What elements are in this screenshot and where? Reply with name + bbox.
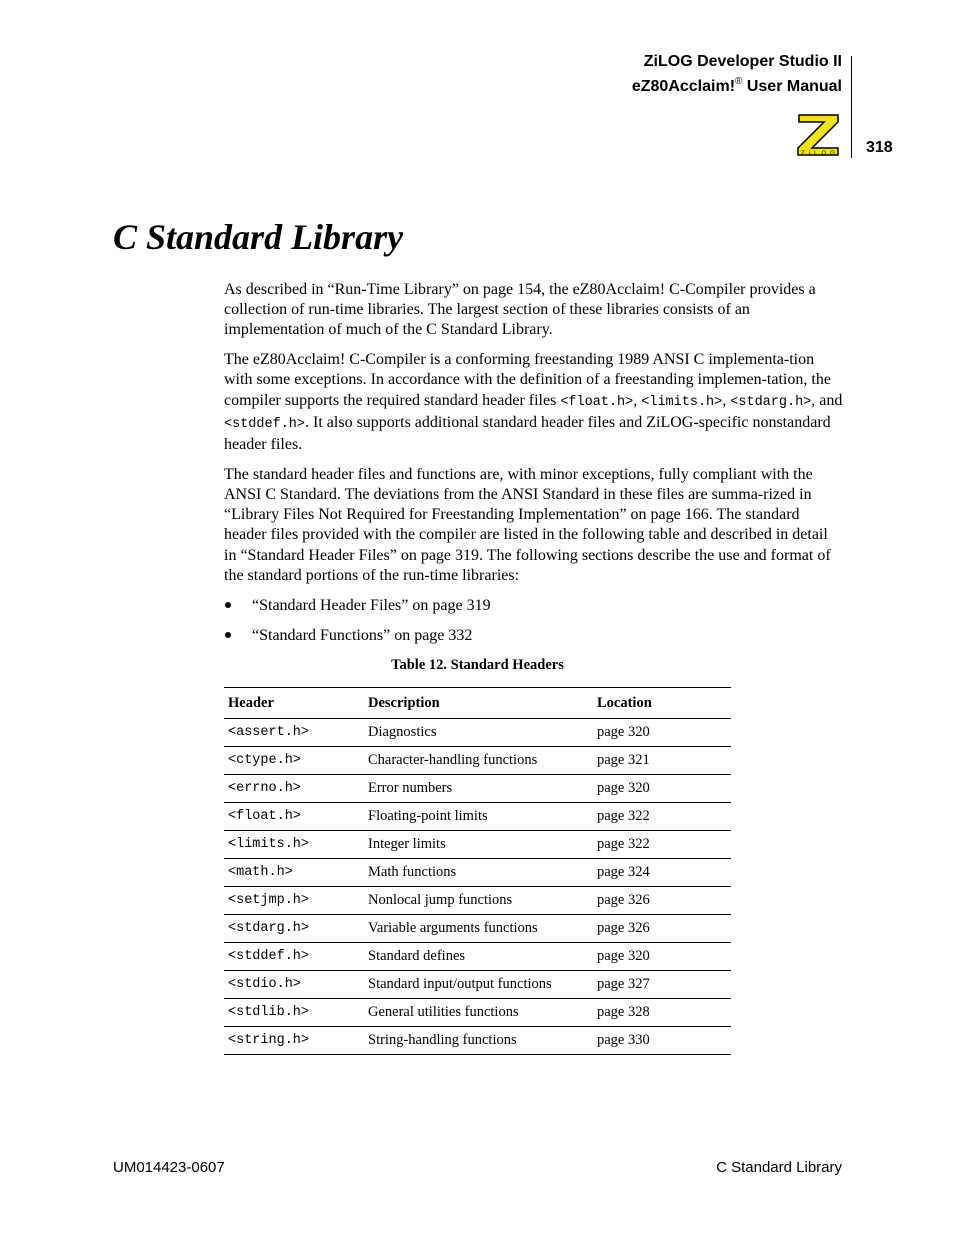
header-manual-suffix: User Manual bbox=[742, 78, 842, 95]
table-row bbox=[224, 1027, 731, 1055]
cell-header: <ctype.h> bbox=[224, 747, 364, 775]
cell-description: Standard defines bbox=[364, 943, 593, 971]
cell-description: Character-handling functions bbox=[364, 747, 593, 775]
cell-header: <limits.h> bbox=[224, 831, 364, 859]
table-row bbox=[224, 943, 731, 971]
column-header-header: Header bbox=[224, 688, 364, 719]
column-header-description: Description bbox=[364, 688, 593, 719]
body-text bbox=[224, 280, 844, 656]
cell-description: General utilities functions bbox=[364, 999, 593, 1027]
cell-header: <stdlib.h> bbox=[224, 999, 364, 1027]
list-item-text: “Standard Header Files” on page 319 bbox=[252, 596, 491, 614]
page-footer bbox=[113, 1159, 842, 1176]
code-stddef-h: <stddef.h> bbox=[224, 416, 306, 432]
cell-description: Floating-point limits bbox=[364, 803, 593, 831]
cell-location: page 322 bbox=[593, 831, 731, 859]
cell-location: page 322 bbox=[593, 803, 731, 831]
cell-description: Standard input/output functions bbox=[364, 971, 593, 999]
header-manual bbox=[632, 72, 842, 97]
cell-location: page 320 bbox=[593, 775, 731, 803]
cell-description: String-handling functions bbox=[364, 1027, 593, 1055]
header-divider bbox=[851, 56, 852, 158]
cell-description: Math functions bbox=[364, 859, 593, 887]
logo-word: ZiLOG bbox=[801, 151, 839, 157]
cell-description: Diagnostics bbox=[364, 719, 593, 747]
running-header bbox=[632, 52, 842, 97]
cell-location: page 327 bbox=[593, 971, 731, 999]
code-limits-h: <limits.h> bbox=[641, 394, 723, 410]
cell-location: page 328 bbox=[593, 999, 731, 1027]
cell-header: <stdarg.h> bbox=[224, 915, 364, 943]
page-title: C Standard Library bbox=[113, 217, 404, 257]
table-row bbox=[224, 859, 731, 887]
bullet-icon bbox=[225, 632, 231, 638]
standard-headers-table bbox=[224, 687, 731, 1055]
table-row bbox=[224, 803, 731, 831]
paragraph-intro: As described in “Run-Time Library” on page 154, the eZ80Acclaim! C-Compiler provides a collection of run-time libraries. The largest section of these libraries consists of an implementation of much of the C Standard Library. bbox=[224, 281, 816, 339]
footer-section: C Standard Library bbox=[716, 1159, 842, 1176]
table-row bbox=[224, 999, 731, 1027]
code-stdarg-h: <stdarg.h> bbox=[730, 394, 812, 410]
cell-location: page 320 bbox=[593, 943, 731, 971]
cell-location: page 326 bbox=[593, 887, 731, 915]
cell-header: <stdio.h> bbox=[224, 971, 364, 999]
page-number: 318 bbox=[866, 139, 893, 156]
code-float-h: <float.h> bbox=[560, 394, 634, 410]
list-item bbox=[224, 596, 844, 626]
cell-description: Variable arguments functions bbox=[364, 915, 593, 943]
cell-description: Error numbers bbox=[364, 775, 593, 803]
table-row bbox=[224, 747, 731, 775]
paragraph-text: , bbox=[633, 391, 642, 409]
table-row bbox=[224, 887, 731, 915]
paragraph-text: , bbox=[722, 391, 731, 409]
cell-location: page 324 bbox=[593, 859, 731, 887]
table-row bbox=[224, 971, 731, 999]
cell-header: <assert.h> bbox=[224, 719, 364, 747]
cell-location: page 330 bbox=[593, 1027, 731, 1055]
registered-mark: ® bbox=[735, 76, 743, 87]
paragraph-text: The eZ80Acclaim! C-Compiler is a conforming freestanding 1989 ANSI C implementa-tion with some exceptions. In accordance with the definition of a freestanding implemen-tation, the compiler supports the required standard header files bbox=[224, 351, 831, 409]
header-product: ZiLOG Developer Studio II bbox=[643, 53, 842, 70]
list-item-text: “Standard Functions” on page 332 bbox=[252, 626, 473, 644]
table-row bbox=[224, 775, 731, 803]
cell-header: <setjmp.h> bbox=[224, 887, 364, 915]
cell-description: Nonlocal jump functions bbox=[364, 887, 593, 915]
cell-location: page 321 bbox=[593, 747, 731, 775]
cell-description: Integer limits bbox=[364, 831, 593, 859]
header-manual-name: eZ80Acclaim! bbox=[631, 78, 736, 95]
paragraph-compliance: The standard header files and functions are, with minor exceptions, fully compliant with the ANSI C Standard. The deviations from the ANSI Standard in these files are summa-rized in “Library Files Not Required for Freestanding Implementation” on page 166. The standard header files provided with the compiler are listed in the following table and described in detail in “Standard Header Files” on page 319. The following sections describe the use and format of the standard portions of the run-time libraries: bbox=[224, 465, 831, 584]
table-caption: Table 12. Standard Headers bbox=[391, 657, 564, 673]
paragraph-text: . It also supports additional standard header files and ZiLOG-specific nonstandard header files. bbox=[224, 413, 831, 454]
table-row bbox=[224, 831, 731, 859]
paragraph-text: , and bbox=[811, 391, 843, 409]
cell-header: <errno.h> bbox=[224, 775, 364, 803]
cell-header: <math.h> bbox=[224, 859, 364, 887]
cell-header: <string.h> bbox=[224, 1027, 364, 1055]
column-header-location: Location bbox=[593, 688, 731, 719]
bullet-icon bbox=[225, 602, 231, 608]
table-row bbox=[224, 915, 731, 943]
footer-doc-id: UM014423-0607 bbox=[113, 1159, 225, 1176]
paragraph-conformance bbox=[224, 350, 844, 455]
bullet-list bbox=[224, 596, 844, 656]
cell-location: page 320 bbox=[593, 719, 731, 747]
cell-header: <stddef.h> bbox=[224, 943, 364, 971]
list-item bbox=[224, 626, 844, 656]
table-row bbox=[224, 719, 731, 747]
cell-header: <float.h> bbox=[224, 803, 364, 831]
table-header-row bbox=[224, 688, 731, 719]
cell-location: page 326 bbox=[593, 915, 731, 943]
